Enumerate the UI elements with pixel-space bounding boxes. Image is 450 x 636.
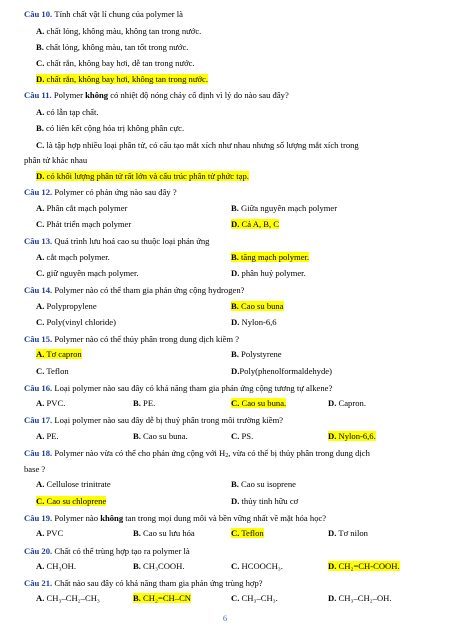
option-d: D. Nylon-6,6 [231,317,277,327]
option-a: A. PE. [36,431,59,441]
option-d-answer: D. chất rắn, không bay hơi, không tan trong nước. [36,74,208,84]
option-d: D. phân huỷ polymer. [231,268,306,278]
page-number: 6 [222,613,228,623]
option-d: D. thủy tinh hữu cơ [231,496,299,506]
option-c-cont: phân tử khác nhau [24,155,88,165]
option-c: C. HCOOCH₃. [231,561,283,571]
option-b-answer: B. Cao su buna [231,301,284,311]
option-c: C. Poly(vinyl chloride) [36,317,116,327]
option-b: B. PE. [133,398,156,408]
question-18: Câu 18. Polymer nào vừa có thể cho phản ứng cộng với $H_2$, vừa có thể bị thủy phân trong dung dịch [24,448,370,459]
option-b: B. Cao su lưu hóa [133,528,195,538]
option-d-answer: D. có khối lượng phân tử rất lớn và cấu trúc phân tử phức tạp. [36,171,249,181]
option-b: B. Cao su buna. [133,431,188,441]
option-c: C. PS. [231,431,254,441]
option-a: A. có lẫn tạp chất. [36,107,99,117]
question-19: Câu 19. Polymer nào không tan trong mọi dung môi và bền vững nhất về mặt hóa học? [24,513,327,523]
question-10 [24,8,183,21]
option-c-answer: C. Cao su buna. [231,398,287,408]
question-12: Câu 12. Polymer có phản ứng nào sau đây ? [24,187,177,197]
question-label: Câu 10. [24,9,53,19]
option-a: A. cắt mạch polymer. [36,252,110,262]
option-a: A. Polypropylene [36,301,97,311]
option-d: D.Poly(phenolformaldehyde) [231,366,332,376]
question-16: Câu 16. Loại polymer nào sau đây có khả năng tham gia phản ứng cộng tương tự alkene? [24,383,333,393]
option-a: A. CH₃OH. [36,561,77,571]
option-b: B. có liên kết cộng hóa trị không phân cực. [36,123,185,133]
option-c: C. chất rắn, không bay hơi, dễ tan trong nước. [36,58,195,68]
option-b: B. CH₃COOH. [133,561,185,571]
option-c-answer: C. Teflon [231,528,264,538]
question-text: Tính chất vật lí chung của polymer là [54,9,183,19]
option-b-answer: B. tăng mạch polymer. [231,252,310,262]
option-b: B. chất lỏng, không màu, tan tốt trong nước. [36,42,189,52]
option-a: A. Phân cắt mạch polymer [36,203,128,213]
option-a: A. CH₃–CH₂–CH₃ [36,593,100,603]
option-d: D. Capron. [328,398,366,408]
option-c: C. Phát triển mạch polymer [36,219,132,229]
option-d: D. Tơ nilon [328,528,368,538]
option-d-answer: D. CH₂=CH-COOH. [328,561,400,571]
option-a: A. PVC. [36,398,66,408]
option-b: B. Polystyrene [231,349,282,359]
option-b: B. Giữa nguyên mạch polymer [231,203,338,213]
option-a: A. PVC [36,528,64,538]
option-a-answer: A. Tơ capron [36,349,82,359]
option-d-answer: D. Cả A, B, C [231,219,279,229]
option-b-answer: B. CH₂=CH–CN [133,593,192,603]
question-20: Câu 20. Chất có thể trùng hợp tạo ra polymer là [24,546,190,556]
option-b: B. Cao su isoprene [231,479,296,489]
option-d: D. CH₃–CH₂–OH. [328,593,392,603]
option-a: A. chất lỏng, không màu, không tan trong nước. [36,26,202,36]
question-18-cont: base ? [24,464,46,474]
option-c: C. giữ nguyên mạch polymer. [36,268,139,278]
option-c: C. CH₃–CH₃. [231,593,278,603]
question-11: Câu 11. Polymer không có nhiệt độ nóng chảy cố định vì lý do nào sau đây? [24,90,289,100]
question-13: Câu 13. Quá trình lưu hoá cao su thuộc loại phản ứng [24,236,210,246]
option-a: A. Cellulose trinitrate [36,479,111,489]
option-c: C. Teflon [36,366,69,376]
question-17: Câu 17. Loại polymer nào sau đây dễ bị thuỷ phân trong môi trường kiềm? [24,415,284,425]
question-15: Câu 15. Polymer nào có thể thủy phân trong dung dịch kiềm ? [24,334,240,344]
option-c-answer: C. Cao su chloprene [36,496,107,506]
option-c: C. là tập hợp nhiều loại phân tử, có cấu tạo mắt xích như nhau nhưng số lượng mắt xích trong [36,140,359,150]
question-14: Câu 14. Polymer nào có thể tham gia phản ứng cộng hydrogen? [24,285,245,295]
question-21: Câu 21. Chất nào sau đây có khả năng tham gia phản ứng trùng hợp? [24,578,263,588]
option-d-answer: D. Nylon-6,6. [328,431,376,441]
